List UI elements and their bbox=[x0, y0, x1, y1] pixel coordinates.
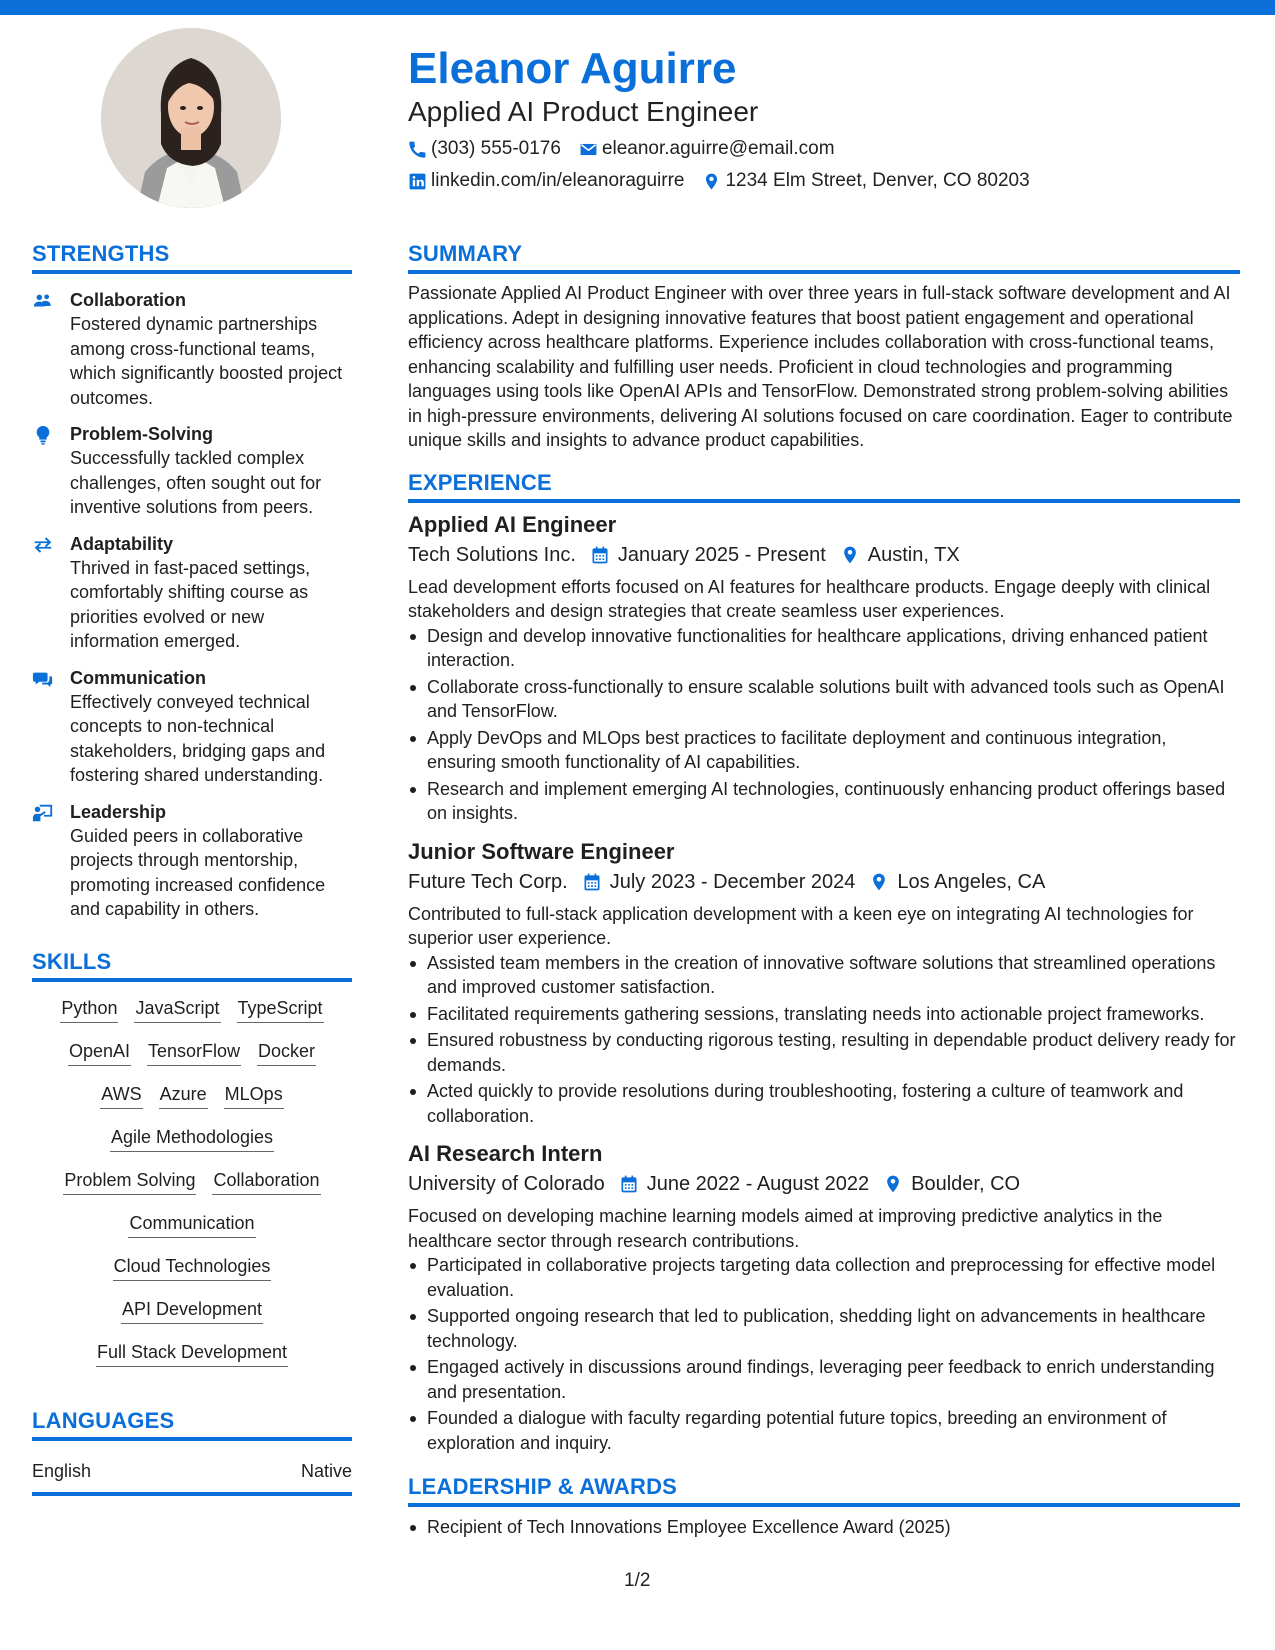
job-location: Los Angeles, CA bbox=[867, 868, 1045, 896]
job-location: Boulder, CO bbox=[881, 1170, 1020, 1198]
strength-item-leadership bbox=[32, 800, 352, 922]
awards-list bbox=[408, 1515, 1240, 1540]
company-name: Tech Solutions Inc. bbox=[408, 543, 576, 566]
linkedin-url: linkedin.com/in/eleanoraguirre bbox=[431, 170, 685, 191]
calendar-icon bbox=[590, 545, 610, 565]
summary-heading: SUMMARY bbox=[408, 240, 1240, 274]
job-bullet: Supported ongoing research that led to publication, shedding light on advancements in healthcare technology. bbox=[408, 1304, 1240, 1353]
strength-title: Adaptability bbox=[70, 533, 174, 554]
job-bullet: Design and develop innovative functionalities for healthcare applications, driving enhanced patient interaction. bbox=[408, 624, 1240, 673]
skills-line bbox=[110, 1125, 274, 1152]
experience-entry bbox=[408, 1140, 1240, 1455]
job-meta bbox=[408, 541, 1240, 569]
job-description: Lead development efforts focused on AI features for healthcare products. Engage deeply with clinical stakeholders and design strategies that create seamless user experiences. bbox=[408, 576, 1211, 621]
skills-heading: SKILLS bbox=[32, 948, 352, 982]
experience-heading: EXPERIENCE bbox=[408, 469, 1240, 503]
job-title: Applied AI Engineer bbox=[408, 511, 617, 537]
profile-photo bbox=[101, 28, 281, 208]
job-location: Austin, TX bbox=[838, 541, 960, 569]
job-dates: June 2022 - August 2022 bbox=[617, 1170, 869, 1198]
job-description: Focused on developing machine learning models aimed at improving predictive analytics in the healthcare sector through research contributions. bbox=[408, 1206, 1163, 1251]
users-icon bbox=[32, 288, 58, 410]
experience-entry bbox=[408, 838, 1240, 1129]
skills-list bbox=[32, 996, 352, 1383]
skill-tag: TensorFlow bbox=[147, 1039, 241, 1066]
strength-description: Effectively conveyed technical concepts to non-technical stakeholders, bridging gaps and fostering shared understanding. bbox=[70, 691, 326, 785]
experience-entry bbox=[408, 511, 1240, 826]
job-dates: July 2023 - December 2024 bbox=[580, 868, 856, 896]
skill-tag: Docker bbox=[257, 1039, 316, 1066]
strengths-heading: STRENGTHS bbox=[32, 240, 352, 274]
job-bullet: Research and implement emerging AI technologies, continuously enhancing product offerings based on insights. bbox=[408, 777, 1240, 826]
lightbulb-icon bbox=[32, 422, 58, 520]
avatar bbox=[101, 28, 281, 208]
map-pin-icon bbox=[702, 172, 721, 191]
job-bullet: Ensured robustness by conducting rigorous testing, resulting in dependable product delivery ready for demands. bbox=[408, 1028, 1240, 1077]
exchange-icon bbox=[32, 532, 58, 654]
job-bullet: Collaborate cross-functionally to ensure scalable solutions built with advanced tools such as OpenAI and TensorFlow. bbox=[408, 675, 1240, 724]
job-bullet: Participated in collaborative projects targeting data collection and preprocessing for effective model evaluation. bbox=[408, 1253, 1240, 1302]
linkedin-icon bbox=[408, 172, 427, 191]
skills-line bbox=[100, 1082, 283, 1109]
teacher-icon bbox=[32, 800, 58, 922]
skill-tag: Azure bbox=[159, 1082, 208, 1109]
linkedin-contact[interactable] bbox=[408, 169, 684, 193]
language-name: English bbox=[32, 1460, 92, 1481]
skill-tag: MLOps bbox=[224, 1082, 284, 1109]
job-description: Contributed to full-stack application development with a keen eye on integrating AI technologies for superior user experience. bbox=[408, 903, 1194, 948]
calendar-icon bbox=[582, 872, 602, 892]
job-meta bbox=[408, 868, 1240, 896]
job-bullet: Founded a dialogue with faculty regarding potential future topics, breeding an environment of exploration and inquiry. bbox=[408, 1406, 1240, 1455]
skills-line bbox=[113, 1254, 272, 1281]
map-pin-icon bbox=[840, 545, 860, 565]
comments-icon bbox=[32, 666, 58, 788]
map-pin-icon bbox=[869, 872, 889, 892]
left-column bbox=[32, 240, 352, 1496]
page-number: 1/2 bbox=[624, 1570, 651, 1591]
skill-tag: Communication bbox=[128, 1211, 255, 1238]
top-accent-bar bbox=[0, 0, 1275, 15]
job-title: Junior Software Engineer bbox=[408, 838, 675, 864]
skill-tag: AWS bbox=[100, 1082, 142, 1109]
job-bullet: Facilitated requirements gathering sessions, translating needs into actionable project frameworks. bbox=[408, 1002, 1240, 1027]
strength-item-communication bbox=[32, 666, 352, 788]
job-meta bbox=[408, 1170, 1240, 1198]
skills-line bbox=[60, 996, 323, 1023]
strength-description: Guided peers in collaborative projects through mentorship, promoting increased confidence and capability in others. bbox=[70, 825, 326, 919]
skills-line bbox=[63, 1168, 320, 1195]
phone-icon bbox=[408, 140, 427, 159]
language-row bbox=[32, 1459, 352, 1496]
company-name: University of Colorado bbox=[408, 1173, 605, 1195]
skill-tag: Agile Methodologies bbox=[110, 1125, 274, 1152]
job-bullets bbox=[408, 951, 1240, 1129]
job-bullets bbox=[408, 624, 1240, 826]
candidate-name: Eleanor Aguirre bbox=[408, 44, 737, 93]
award-item: Recipient of Tech Innovations Employee Excellence Award (2025) bbox=[408, 1515, 1240, 1540]
language-level: Native bbox=[300, 1460, 352, 1481]
strength-item-collaboration bbox=[32, 288, 352, 410]
skills-line bbox=[68, 1039, 316, 1066]
skill-tag: Full Stack Development bbox=[96, 1340, 288, 1367]
phone-contact[interactable] bbox=[408, 137, 561, 161]
job-title: AI Research Intern bbox=[408, 1141, 603, 1166]
strength-title: Collaboration bbox=[70, 290, 186, 310]
skill-tag: Collaboration bbox=[212, 1168, 320, 1195]
skill-tag: API Development bbox=[121, 1297, 263, 1324]
job-bullet: Assisted team members in the creation of innovative software solutions that streamlined operations and improved customer satisfaction. bbox=[408, 951, 1240, 1000]
summary-text: Passionate Applied AI Product Engineer with over three years in full-stack software development and AI applications. Adept in designing innovative features that boost patient engagement and operational efficiency across healthcare platforms. Experience includes collaboration with cross-functional teams, enhancing scalability and fulfilling user needs. Proficient in cloud technologies and programming languages using tools like OpenAI APIs and TensorFlow. Demonstrated strong problem-solving abilities in high-pressure environments, delivering AI solutions focused on care coordination. Eager to contribute unique skills and insights to advance product capabilities. bbox=[408, 283, 1233, 450]
email-address: eleanor.aguirre@email.com bbox=[601, 138, 835, 159]
skills-line bbox=[128, 1211, 255, 1238]
skills-line bbox=[121, 1297, 263, 1324]
skills-line bbox=[96, 1340, 288, 1367]
address-contact bbox=[702, 169, 1029, 193]
strength-title: Communication bbox=[70, 667, 207, 688]
contact-row-primary bbox=[408, 137, 1238, 161]
job-bullet: Acted quickly to provide resolutions during troubleshooting, fostering a culture of teamwork and collaboration. bbox=[408, 1079, 1240, 1128]
strength-title: Problem-Solving bbox=[70, 424, 214, 444]
map-pin-icon bbox=[883, 1174, 903, 1194]
job-bullet: Engaged actively in discussions around findings, leveraging peer feedback to enrich understanding and presentation. bbox=[408, 1355, 1240, 1404]
company-name: Future Tech Corp. bbox=[408, 870, 568, 893]
skill-tag: Python bbox=[60, 996, 118, 1023]
skill-tag: OpenAI bbox=[68, 1039, 131, 1066]
strength-description: Successfully tackled complex challenges, often sought out for inventive solutions from peers. bbox=[70, 448, 322, 517]
right-column bbox=[408, 240, 1240, 1540]
calendar-icon bbox=[619, 1174, 639, 1194]
languages-heading: LANGUAGES bbox=[32, 1407, 352, 1441]
strength-item-adaptability bbox=[32, 532, 352, 654]
strength-description: Fostered dynamic partnerships among cross-functional teams, which significantly boosted project outcomes. bbox=[70, 314, 343, 408]
email-contact[interactable] bbox=[579, 137, 835, 161]
skill-tag: TypeScript bbox=[237, 996, 324, 1023]
resume-header bbox=[408, 43, 1238, 193]
phone-number: (303) 555-0176 bbox=[431, 138, 561, 159]
strength-title: Leadership bbox=[70, 801, 167, 822]
address-text: 1234 Elm Street, Denver, CO 80203 bbox=[725, 170, 1030, 191]
job-bullets bbox=[408, 1253, 1240, 1455]
strength-item-problem-solving bbox=[32, 422, 352, 520]
contact-row-secondary bbox=[408, 169, 1238, 193]
strength-description: Thrived in fast-paced settings, comfortably shifting course as priorities evolved or new information emerged. bbox=[70, 557, 311, 651]
skill-tag: Problem Solving bbox=[63, 1168, 196, 1195]
skill-tag: JavaScript bbox=[134, 996, 220, 1023]
job-dates: January 2025 - Present bbox=[588, 541, 826, 569]
candidate-title: Applied AI Product Engineer bbox=[408, 96, 759, 127]
skill-tag: Cloud Technologies bbox=[113, 1254, 272, 1281]
job-bullet: Apply DevOps and MLOps best practices to facilitate deployment and continuous integration, ensuring smooth functionality of AI capabilities. bbox=[408, 726, 1240, 775]
envelope-icon bbox=[579, 140, 598, 159]
awards-heading: LEADERSHIP & AWARDS bbox=[408, 1473, 1240, 1507]
